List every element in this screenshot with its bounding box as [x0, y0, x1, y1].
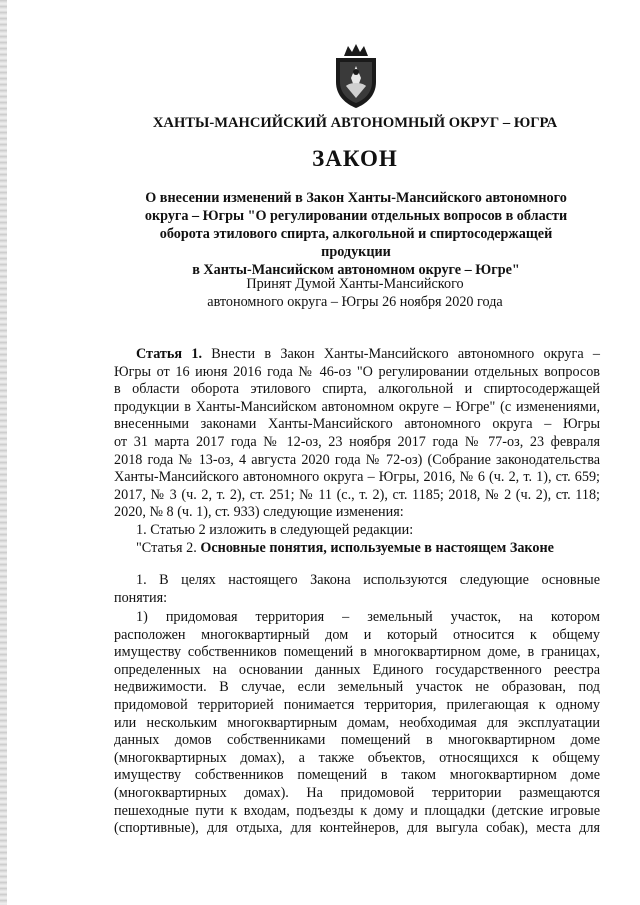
paragraph-2-line: расположен многоквартирный дом и который относится к общему [114, 626, 600, 643]
law-subtitle [126, 189, 586, 279]
paragraph-2-line: (многоквартирных домах). На придомовой территории размещаются [114, 784, 600, 801]
article-1-line: продукции в Ханты-Мансийском автономном округе – Югре" (с изменениями, [114, 398, 600, 415]
article-1-line: Югры от 16 июня 2016 года № 46-оз "О регулировании отдельных вопросов [114, 363, 600, 380]
paragraph-2-line: имуществу собственников помещений в таком многоквартирном доме [114, 767, 600, 784]
article-2-heading [114, 540, 600, 558]
paragraph-2-line: или нескольким многоквартирным домам, необходимая для эксплуатации [114, 714, 600, 731]
paragraph-2-line: пешеходные пути к входам, подъезды к дому и площадки (детские игровые [114, 802, 600, 819]
subtitle-line: в Ханты-Мансийском автономном округе – Югре" [192, 262, 520, 278]
paragraph-1-line: понятия: [114, 589, 168, 606]
subtitle-line: оборота этилового спирта, алкогольной и спиртосодержащей продукции [159, 226, 553, 260]
paragraph-2-line: (спортивные), для отдыха, для контейнеров, для выгула собак), места для [114, 820, 600, 837]
adoption-note [110, 275, 600, 311]
paragraph-1 [114, 572, 600, 607]
paragraph-2-line: придомовой территорией понимается территория, прилегающая к одному [114, 696, 600, 713]
document-type: ЗАКОН [312, 146, 398, 171]
paragraph-2-line: 1) придомовая территория – земельный участок, на котором [136, 609, 600, 625]
article-2-title: Основные понятия, используемые в настоящем Законе [200, 539, 554, 556]
article-1-line: от 31 марта 2017 года № 12-оз, 23 ноября 2017 года № 77-оз, 23 февраля [114, 433, 600, 450]
adoption-line: Принят Думой Ханты-Мансийского [246, 276, 464, 292]
paragraph-2-line: (многоквартирных домах), а также объектов, относящихся к общему [114, 749, 600, 766]
article-1-line: 2020, № 8 (ч. 1), ст. 933) следующие изменения: [114, 504, 404, 521]
article-2-prefix: "Статья 2. [136, 539, 197, 556]
article-1-line: 2018 года № 13-оз, 4 августа 2020 года № 72-оз) (Собрание законодательства [114, 451, 600, 468]
adoption-line: автономного округа – Югры 26 ноября 2020 года [207, 294, 503, 310]
item-1: 1. Статью 2 изложить в следующей редакции: [136, 521, 414, 538]
article-1-line: в области оборота этилового спирта, алкогольной и спиртосодержащей [114, 381, 600, 398]
article-1-line: внесенными законами Ханты-Мансийского автономного округа – Югры [114, 416, 600, 433]
article-1-line: Внести в Закон Ханты-Мансийского автономного округа – [211, 346, 601, 362]
paragraph-2-line: недвижимости. В случае, если земельный участок не образован, под [114, 679, 600, 696]
article-1-line: 2017, № 3 (ч. 2, т. 2), ст. 251; № 11 (с., т. 2), ст. 1185; 2018, № 2 (ч. 2), ст. 118; [114, 486, 600, 503]
paragraph-2-line: имуществу собственников помещений в многоквартирном доме, в границах, [114, 644, 600, 661]
article-1-line: Ханты-Мансийского автономного округа – Югры, 2016, № 6 (ч. 2, т. 1), ст. 659; [114, 469, 600, 486]
paragraph-2-line: данных домов собственниками помещений в многоквартирном доме [114, 732, 600, 749]
paragraph-1-line: 1. В целях настоящего Закона используются следующие основные [136, 572, 600, 588]
paragraph-2-line: определенных на основании данных Единого государственного реестра [114, 661, 600, 678]
subtitle-line: округа – Югры "О регулировании отдельных вопросов в области [144, 208, 568, 224]
subtitle-line: О внесении изменений в Закон Ханты-Мансийского автономного [145, 190, 567, 206]
article-1-first-line [114, 346, 600, 364]
coat-of-arms-icon [330, 42, 382, 110]
region-title: ХАНТЫ-МАНСИЙСКИЙ АВТОНОМНЫЙ ОКРУГ – ЮГРА [152, 115, 558, 131]
article-1-label: Статья 1. [136, 346, 202, 362]
page-scan-edge [0, 0, 7, 905]
paragraph-2 [114, 609, 600, 838]
article-1 [114, 346, 600, 557]
